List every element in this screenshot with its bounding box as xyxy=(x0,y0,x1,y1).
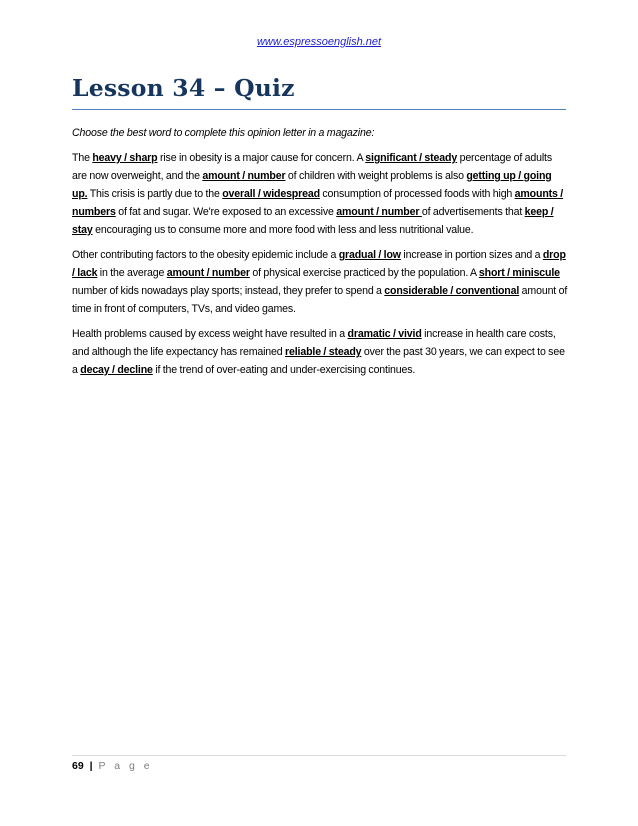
text-segment: of fat and sugar. We're exposed to an excessive xyxy=(115,206,337,218)
text-segment: Health problems caused by excess weight have resulted in a xyxy=(72,328,348,340)
paragraph-3 xyxy=(72,325,568,379)
word-choice: gradual / low xyxy=(338,249,401,261)
text-segment: of children with weight problems is also xyxy=(285,170,467,182)
text-segment: amount of time in front of computers, TVs, and video games. xyxy=(72,285,568,315)
paragraph-1 xyxy=(72,149,568,239)
text-segment: increase in portion sizes and a xyxy=(400,249,543,261)
text-segment: of physical exercise practiced by the population. A xyxy=(249,267,479,279)
text-segment: over the past 30 years, we can expect to see a xyxy=(72,346,565,376)
word-choice: amount / number xyxy=(202,170,286,182)
text-segment: in the average xyxy=(97,267,167,279)
text-segment: Other contributing factors to the obesity epidemic include a xyxy=(72,249,339,261)
footer-divider xyxy=(72,755,566,756)
word-choice: keep / stay xyxy=(72,206,554,236)
word-choice: dramatic / vivid xyxy=(347,328,422,340)
text-segment: rise in obesity is a major cause for concern. A xyxy=(157,152,366,164)
footer-separator: | xyxy=(89,760,93,772)
word-choice: getting up / going up. xyxy=(72,170,552,200)
word-choice: drop / lack xyxy=(72,249,566,279)
page-label: P a g e xyxy=(98,760,153,772)
text-segment: of advertisements that xyxy=(421,206,525,218)
word-choice: decay / decline xyxy=(80,364,153,376)
page-number: 69 xyxy=(72,760,84,772)
text-segment: consumption of processed foods with high xyxy=(319,188,515,200)
word-choice: short / miniscule xyxy=(478,267,560,279)
word-choice: overall / widespread xyxy=(222,188,320,200)
title-underline-divider xyxy=(72,109,566,110)
text-segment: encouraging us to consume more and more food with less and less nutritional value. xyxy=(92,224,474,236)
text-segment: percentage of adults are now overweight, and the xyxy=(72,152,552,182)
word-choice: significant / steady xyxy=(365,152,458,164)
word-choice: amount / number xyxy=(166,267,250,279)
document-body xyxy=(72,124,568,386)
text-segment: increase in health care costs, and although the life expectancy has remained xyxy=(72,328,556,358)
text-segment: This crisis is partly due to the xyxy=(87,188,223,200)
word-choice: amounts / numbers xyxy=(72,188,564,218)
word-choice: considerable / conventional xyxy=(384,285,520,297)
page-footer xyxy=(72,760,153,772)
website-link[interactable]: www.espressoenglish.net xyxy=(256,36,382,48)
text-segment: The xyxy=(72,152,93,164)
word-choice: amount / number xyxy=(336,206,422,218)
word-choice: reliable / steady xyxy=(285,346,362,358)
paragraph-2 xyxy=(72,246,568,318)
quiz-instruction: Choose the best word to complete this opinion letter in a magazine: xyxy=(72,127,375,139)
page-title: Lesson 34 – Quiz xyxy=(72,74,295,102)
text-segment: number of kids nowadays play sports; instead, they prefer to spend a xyxy=(72,285,385,297)
text-segment: if the trend of over-eating and under-exercising continues. xyxy=(152,364,416,376)
word-choice: heavy / sharp xyxy=(92,152,158,164)
